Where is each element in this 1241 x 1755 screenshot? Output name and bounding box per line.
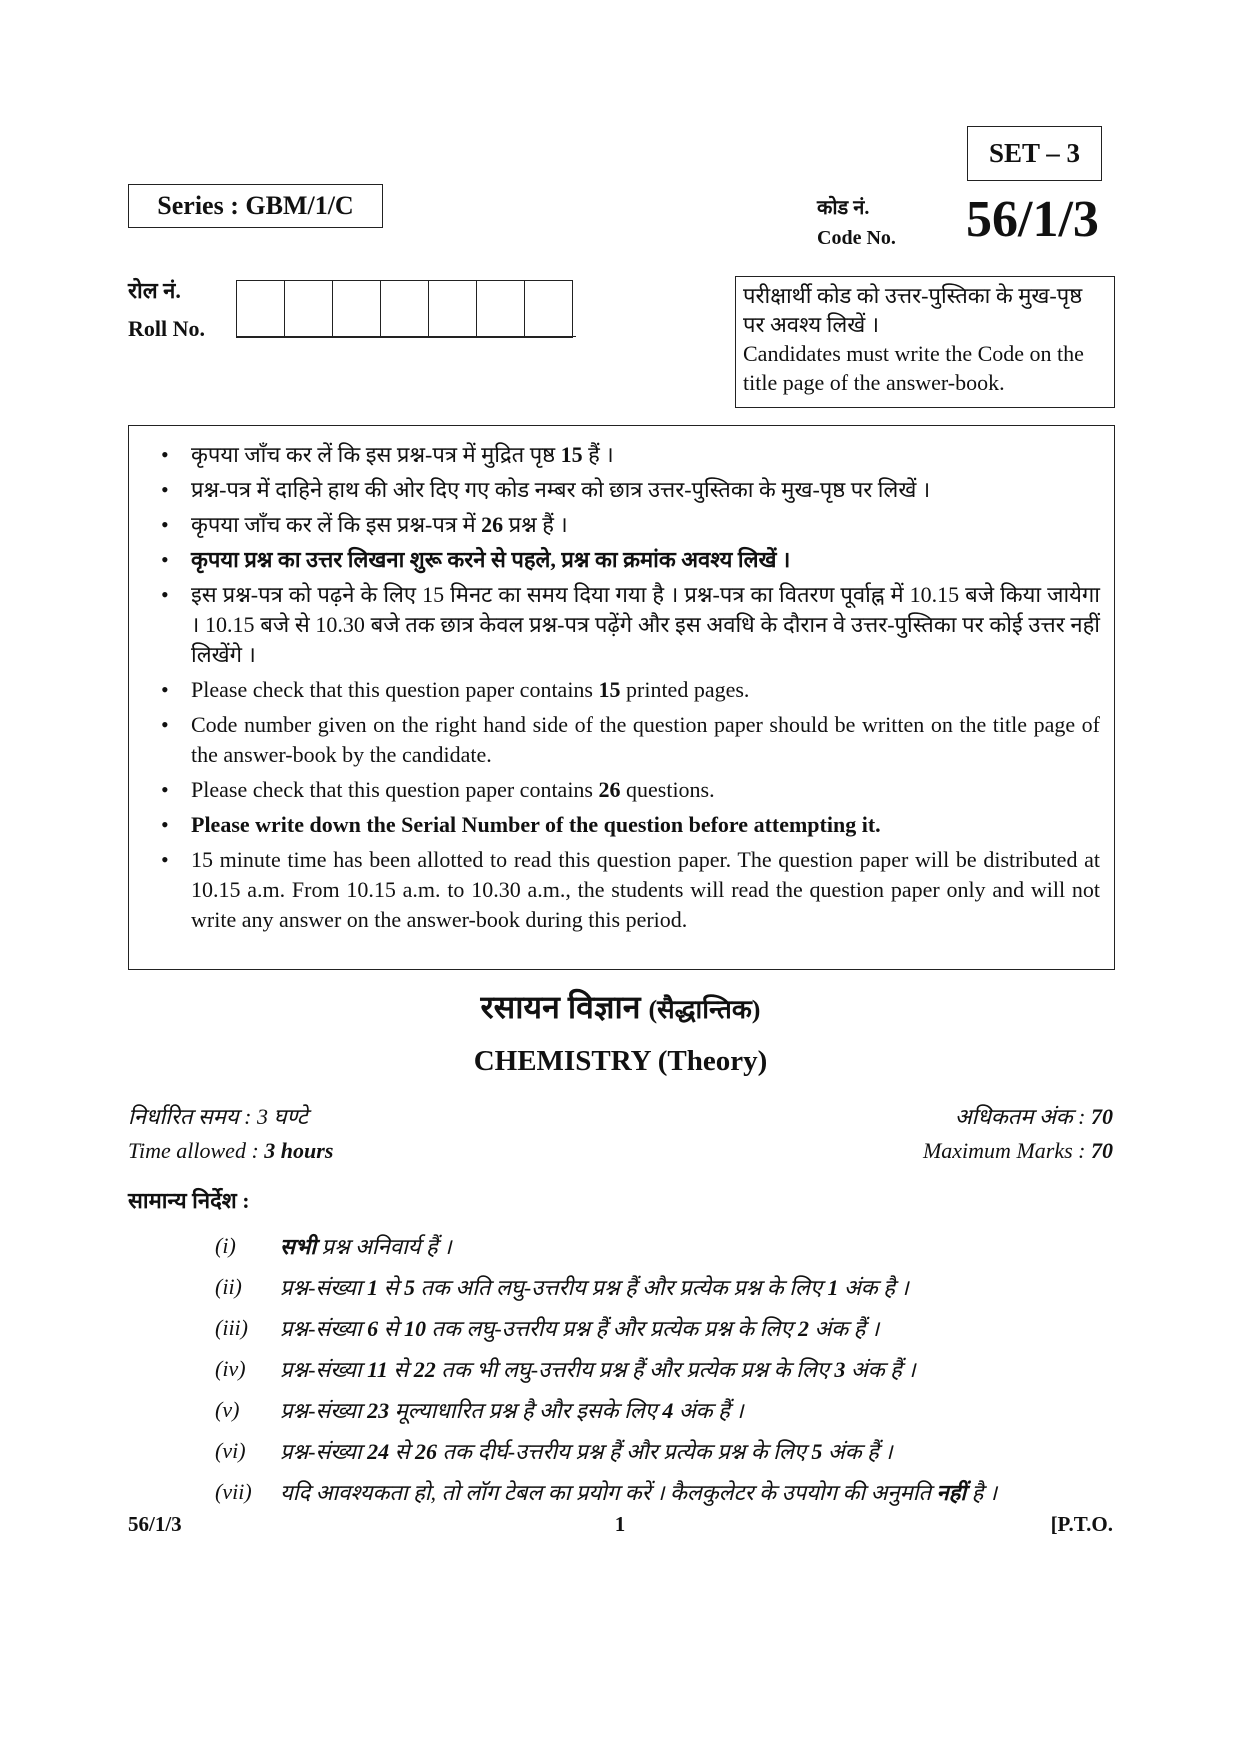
instruction-item: • कृपया जाँच कर लें कि इस प्रश्न-पत्र में मुद्रित पृष्ठ 15 हैं । xyxy=(143,440,1100,470)
general-instruction-text: प्रश्न-संख्या 24 से 26 तक दीर्घ-उत्तरीय प्रश्न हैं और प्रत्येक प्रश्न के लिए 5 अंक हैं । xyxy=(280,1438,893,1464)
general-instruction-number: (iv) xyxy=(215,1355,246,1381)
general-instruction-number: (ii) xyxy=(215,1273,242,1299)
general-instruction-text: प्रश्न-संख्या 1 से 5 तक अति लघु-उत्तरीय प्रश्न हैं और प्रत्येक प्रश्न के लिए 1 अंक है । xyxy=(280,1274,909,1300)
general-instruction-item xyxy=(215,1266,1115,1307)
roll-number-cell[interactable] xyxy=(237,281,285,337)
roll-number-boxes[interactable] xyxy=(236,280,573,338)
general-instruction-item xyxy=(215,1389,1115,1430)
subject-title-english: CHEMISTRY (Theory) xyxy=(473,1045,768,1077)
general-instruction-number: (vii) xyxy=(215,1478,252,1504)
instruction-item: • प्रश्न-पत्र में दाहिने हाथ की ओर दिए गए कोड नम्बर को छात्र उत्तर-पुस्तिका के मुख-पृष्ठ पर लिखें । xyxy=(143,475,1100,505)
subject-title-hindi xyxy=(0,985,1241,1028)
series-label: Series : GBM/1/C xyxy=(157,191,354,220)
code-label-english: Code No. xyxy=(817,227,896,249)
subject-title-hindi-main: रसायन विज्ञान xyxy=(480,989,641,1025)
time-allowed-english: Time allowed : 3 hours xyxy=(128,1138,334,1163)
roll-number-cell[interactable] xyxy=(381,281,429,337)
general-instruction-number: (iii) xyxy=(215,1314,248,1340)
general-instruction-item xyxy=(215,1471,1115,1512)
instruction-item: • कृपया जाँच कर लें कि इस प्रश्न-पत्र में 26 प्रश्न हैं । xyxy=(143,510,1100,540)
general-instructions-heading: सामान्य निर्देश : xyxy=(128,1188,250,1213)
roll-number-cell[interactable] xyxy=(525,281,573,337)
instruction-item: • कृपया प्रश्न का उत्तर लिखना शुरू करने से पहले, प्रश्न का क्रमांक अवश्य लिखें । xyxy=(143,545,1100,575)
time-allowed xyxy=(128,1100,333,1168)
maximum-marks-hindi: अधिकतम अंक : 70 xyxy=(954,1104,1113,1129)
roll-number-cell[interactable] xyxy=(429,281,477,337)
roll-number-cell[interactable] xyxy=(333,281,381,337)
instruction-item: • Please write down the Serial Number of the question before attempting it. xyxy=(143,810,1100,840)
general-instruction-text: प्रश्न-संख्या 23 मूल्याधारित प्रश्न है और इसके लिए 4 अंक हैं । xyxy=(280,1397,744,1423)
instruction-item: • Please check that this question paper contains 26 questions. xyxy=(143,775,1100,805)
page-number: 1 xyxy=(614,1512,626,1536)
roll-label xyxy=(128,272,205,348)
general-instructions-list xyxy=(215,1225,1115,1512)
roll-number-cell[interactable] xyxy=(285,281,333,337)
instruction-item: • Code number given on the right hand side of the question paper should be written on the title page of the answer-book by the candidate. xyxy=(143,710,1100,770)
general-instruction-number: (v) xyxy=(215,1396,240,1422)
footer-code: 56/1/3 xyxy=(128,1512,182,1536)
general-instruction-item xyxy=(215,1307,1115,1348)
roll-label-english: Roll No. xyxy=(128,316,205,341)
pto-label: [P.T.O. xyxy=(1050,1512,1113,1536)
set-label: SET – 3 xyxy=(988,138,1081,168)
general-instruction-text: प्रश्न-संख्या 11 से 22 तक भी लघु-उत्तरीय प्रश्न हैं और प्रत्येक प्रश्न के लिए 3 अंक हैं । xyxy=(280,1356,916,1382)
candidate-note-box xyxy=(735,276,1115,408)
candidate-note-hindi: परीक्षार्थी कोड को उत्तर-पुस्तिका के मुख-पृष्ठ पर अवश्य लिखें । xyxy=(743,283,1083,337)
time-allowed-hindi: निर्धारित समय : 3 घण्टे xyxy=(128,1104,308,1129)
instructions-box xyxy=(128,425,1115,970)
instruction-item: • Please check that this question paper contains 15 printed pages. xyxy=(143,675,1100,705)
general-instruction-text: यदि आवश्यकता हो, तो लॉग टेबल का प्रयोग करें । कैलकुलेटर के उपयोग की अनुमति नहीं है । xyxy=(280,1479,998,1505)
instruction-item: • 15 minute time has been allotted to read this question paper. The question paper will be distributed at 10.15 a.m. From 10.15 a.m. to 10.30 a.m., the students will read the question paper only and will not write any answer on the answer-book during this period. xyxy=(143,845,1100,935)
code-number: 56/1/3 xyxy=(966,191,1099,248)
general-instruction-item xyxy=(215,1225,1115,1266)
roll-label-hindi: रोल नं. xyxy=(128,278,181,303)
general-instruction-item xyxy=(215,1430,1115,1471)
general-instruction-text: प्रश्न-संख्या 6 से 10 तक लघु-उत्तरीय प्रश्न हैं और प्रत्येक प्रश्न के लिए 2 अंक हैं । xyxy=(280,1315,880,1341)
instructions-list xyxy=(143,440,1100,935)
set-number-box xyxy=(967,126,1102,181)
candidate-note-english: Candidates must write the Code on the title page of the answer-book. xyxy=(743,341,1084,395)
general-instruction-number: (i) xyxy=(215,1232,236,1258)
instruction-item: • इस प्रश्न-पत्र को पढ़ने के लिए 15 मिनट का समय दिया गया है । प्रश्न-पत्र का वितरण पूर्वाह्न में 10.15 बजे किया जायेगा । 10.15 बजे से 10.30 बजे तक छात्र केवल प्रश्न-पत्र पढ़ेंगे और इस अवधि के दौरान वे उत्तर-पुस्तिका पर कोई उत्तर नहीं लिखेंगे । xyxy=(143,580,1100,670)
code-label-hindi: कोड नं. xyxy=(817,197,870,219)
general-instruction-number: (vi) xyxy=(215,1437,246,1463)
maximum-marks-english: Maximum Marks : 70 xyxy=(922,1138,1113,1163)
subject-title-hindi-sub: (सैद्धान्तिक) xyxy=(648,995,761,1024)
roll-number-cell[interactable] xyxy=(477,281,525,337)
roll-number-underline xyxy=(236,336,576,337)
general-instruction-text: सभी प्रश्न अनिवार्य हैं । xyxy=(280,1233,452,1259)
general-instruction-item xyxy=(215,1348,1115,1389)
maximum-marks xyxy=(923,1100,1113,1168)
series-box xyxy=(128,184,383,228)
code-label xyxy=(817,193,896,253)
